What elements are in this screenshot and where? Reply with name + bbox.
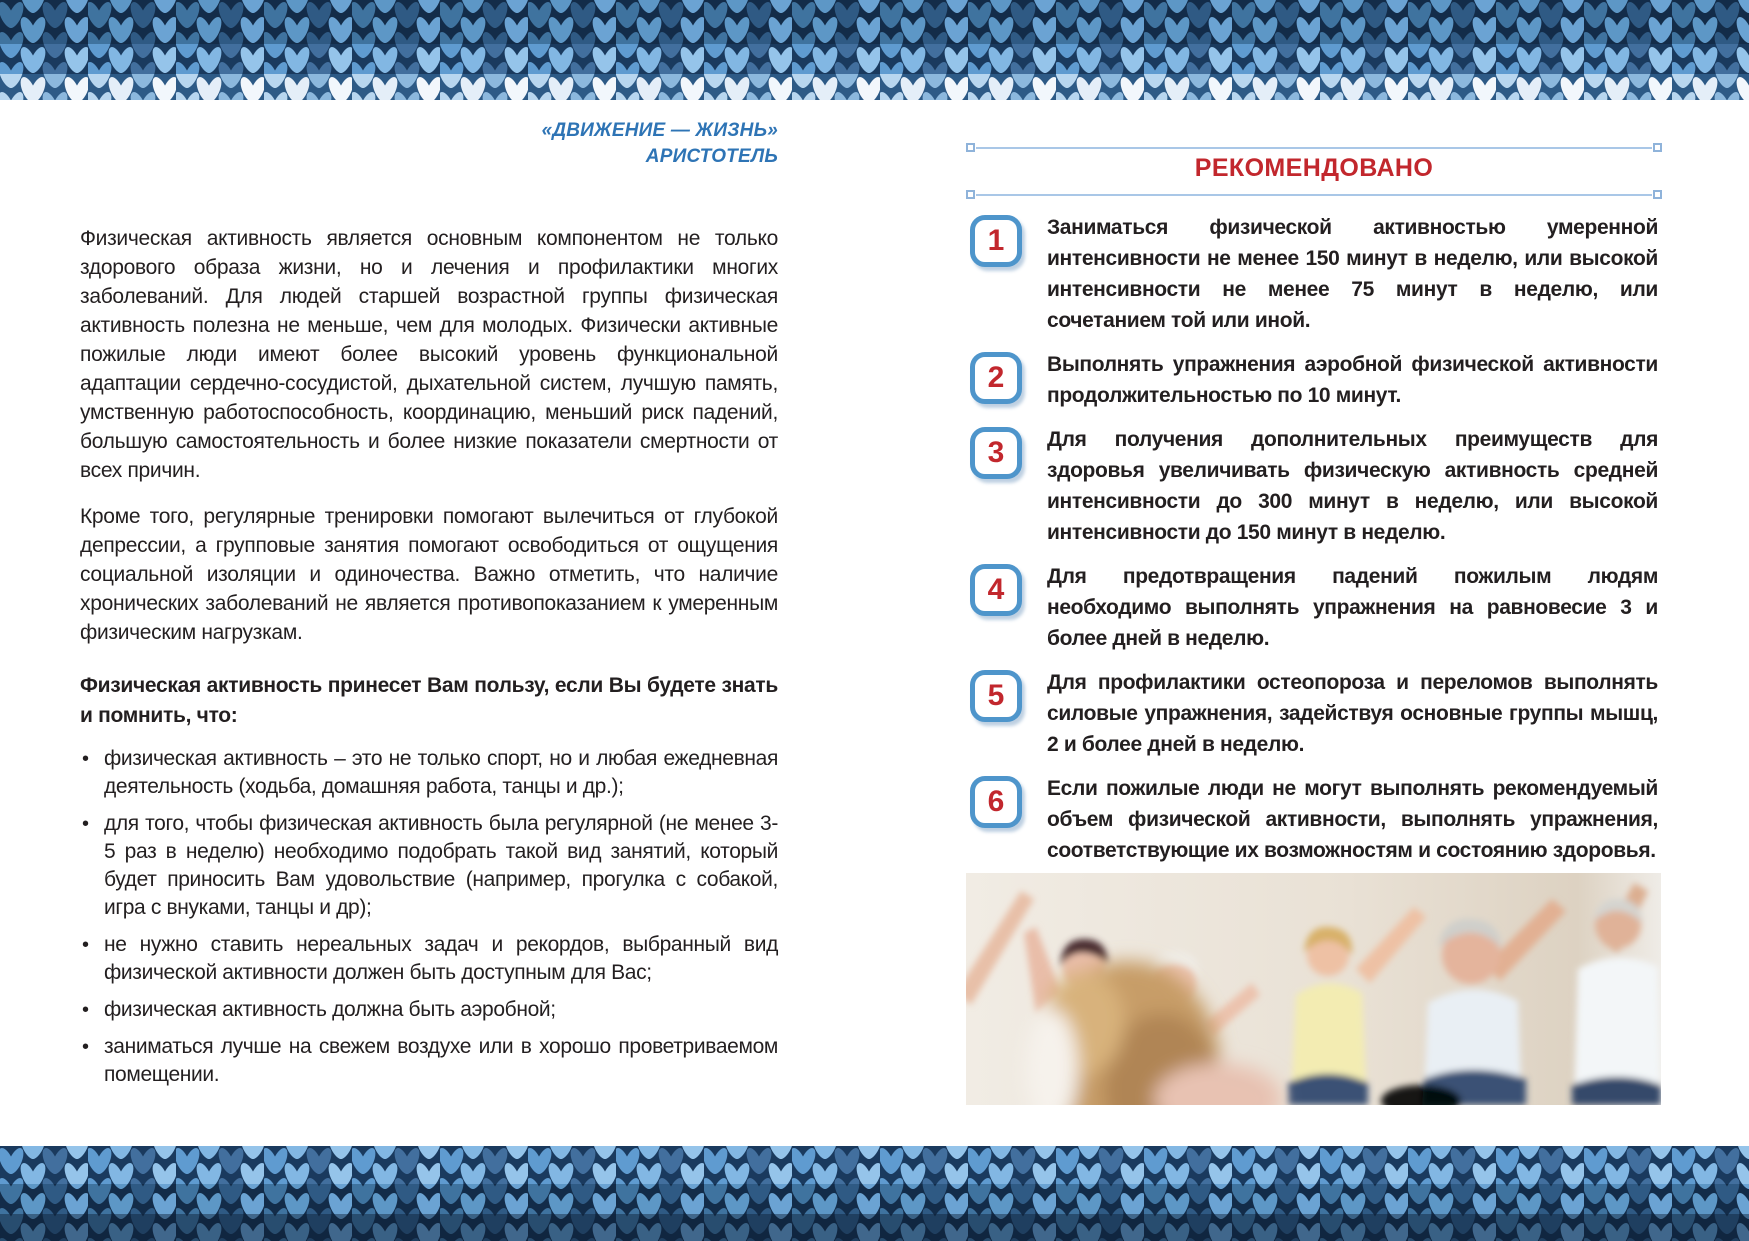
frame-bottom-line: [976, 194, 1652, 196]
epigraph-line-1: «ДВИЖЕНИЕ — ЖИЗНЬ»: [541, 120, 778, 141]
bullet-list-intro: Физическая активность принесет Вам пользу, если Вы будете знать и помнить, что:: [80, 674, 778, 727]
frame-corner-square: [966, 190, 975, 199]
recommendations-title: РЕКОМЕНДОВАНО: [1194, 154, 1434, 182]
item-text: Для профилактики остеопороза и переломов выполнять силовые упражнения, задействуя основные группы мышц, 2 и более дней в неделю.: [1047, 671, 1658, 756]
bullet-item: • не нужно ставить нереальных задач и рекордов, выбранный вид физической активности должен быть доступным для Вас;: [80, 931, 778, 987]
item-number-badge: [970, 427, 1022, 479]
bullet-list: [80, 745, 778, 1089]
recommendation-item: [970, 773, 1658, 866]
item-number: 4: [987, 573, 1005, 606]
recommendations-header-frame: [970, 130, 1658, 196]
item-number: 3: [987, 436, 1005, 469]
item-number-badge: [970, 215, 1022, 267]
epigraph: [80, 118, 778, 170]
recommendation-item: [970, 212, 1658, 336]
item-number: 2: [987, 361, 1005, 394]
frame-corner-square: [1653, 143, 1662, 152]
left-column: [80, 118, 778, 1098]
exercise-photo: [966, 873, 1661, 1105]
bullet-item: • физическая активность – это не только спорт, но и любая ежедневная деятельность (ходьба, домашняя работа, танцы и др.);: [80, 745, 778, 801]
frame-corner-square: [1653, 190, 1662, 199]
paragraph-1: Физическая активность является основным компонентом не только здорового образа жизни, но и лечения и профилактики многих заболеваний. Для людей старшей возрастной группы физическая активность полезна не меньше, чем для молодых. Физически активные пожилые люди имеют более высокий уровень функциональной адаптации сердечно-сосудистой, дыхательной систем, лучшую память, умственную работоспособность, координацию, меньший риск падений, большую самостоятельность и более низкие показатели смертности от всех причин.: [80, 227, 778, 482]
item-number: 1: [987, 224, 1005, 257]
knit-border-top: [0, 0, 1749, 100]
item-text: Заниматься физической активностью умеренной интенсивности не менее 150 минут в неделю, или высокой интенсивности не менее 75 минут в неделю, или сочетанием той или иной.: [1047, 216, 1658, 332]
recommendation-item: [970, 667, 1658, 760]
item-number: 5: [987, 679, 1005, 712]
frame-corner-square: [966, 143, 975, 152]
item-number-badge: [970, 776, 1022, 828]
paragraph-2: Кроме того, регулярные тренировки помогают вылечиться от глубокой депрессии, а групповые занятия помогают освободиться от ощущения социальной изоляции и одиночества. Важно отметить, что наличие хронических заболеваний не является противопоказанием к умеренным физическим нагрузкам.: [80, 505, 778, 644]
recommendation-item: [970, 349, 1658, 411]
frame-top-line: [976, 147, 1652, 149]
recommendations-list: [970, 212, 1658, 879]
item-text: Для получения дополнительных преимуществ для здоровья увеличивать физическую активность средней интенсивности до 300 минут в неделю, или высокой интенсивности до 150 минут в неделю.: [1047, 428, 1658, 544]
epigraph-line-2: АРИСТОТЕЛЬ: [645, 146, 778, 167]
bullet-item: • заниматься лучше на свежем воздухе или в хорошо проветриваемом помещении.: [80, 1033, 778, 1089]
recommendation-item: [970, 561, 1658, 654]
item-number-badge: [970, 670, 1022, 722]
item-number: 6: [987, 785, 1005, 818]
knit-border-bottom: [0, 1146, 1749, 1241]
item-text: Для предотвращения падений пожилым людям необходимо выполнять упражнения на равновесие 3 и более дней в неделю.: [1047, 565, 1658, 650]
recommendation-item: [970, 424, 1658, 548]
exercise-photo-illustration: [966, 873, 1661, 1105]
item-text: Выполнять упражнения аэробной физической активности продолжительностью по 10 минут.: [1047, 353, 1658, 407]
item-text: Если пожилые люди не могут выполнять рекомендуемый объем физической активности, выполнять упражнения, соответствующие их возможностям и состоянию здоровья.: [1047, 777, 1658, 862]
item-number-badge: [970, 352, 1022, 404]
item-number-badge: [970, 564, 1022, 616]
bullet-item: • для того, чтобы физическая активность была регулярной (не менее 3-5 раз в неделю) необходимо подобрать такой вид занятий, который будет приносить Вам удовольствие (например, прогулка с собакой, игра с внуками, танцы и др);: [80, 810, 778, 922]
bullet-item: • физическая активность должна быть аэробной;: [80, 996, 778, 1024]
